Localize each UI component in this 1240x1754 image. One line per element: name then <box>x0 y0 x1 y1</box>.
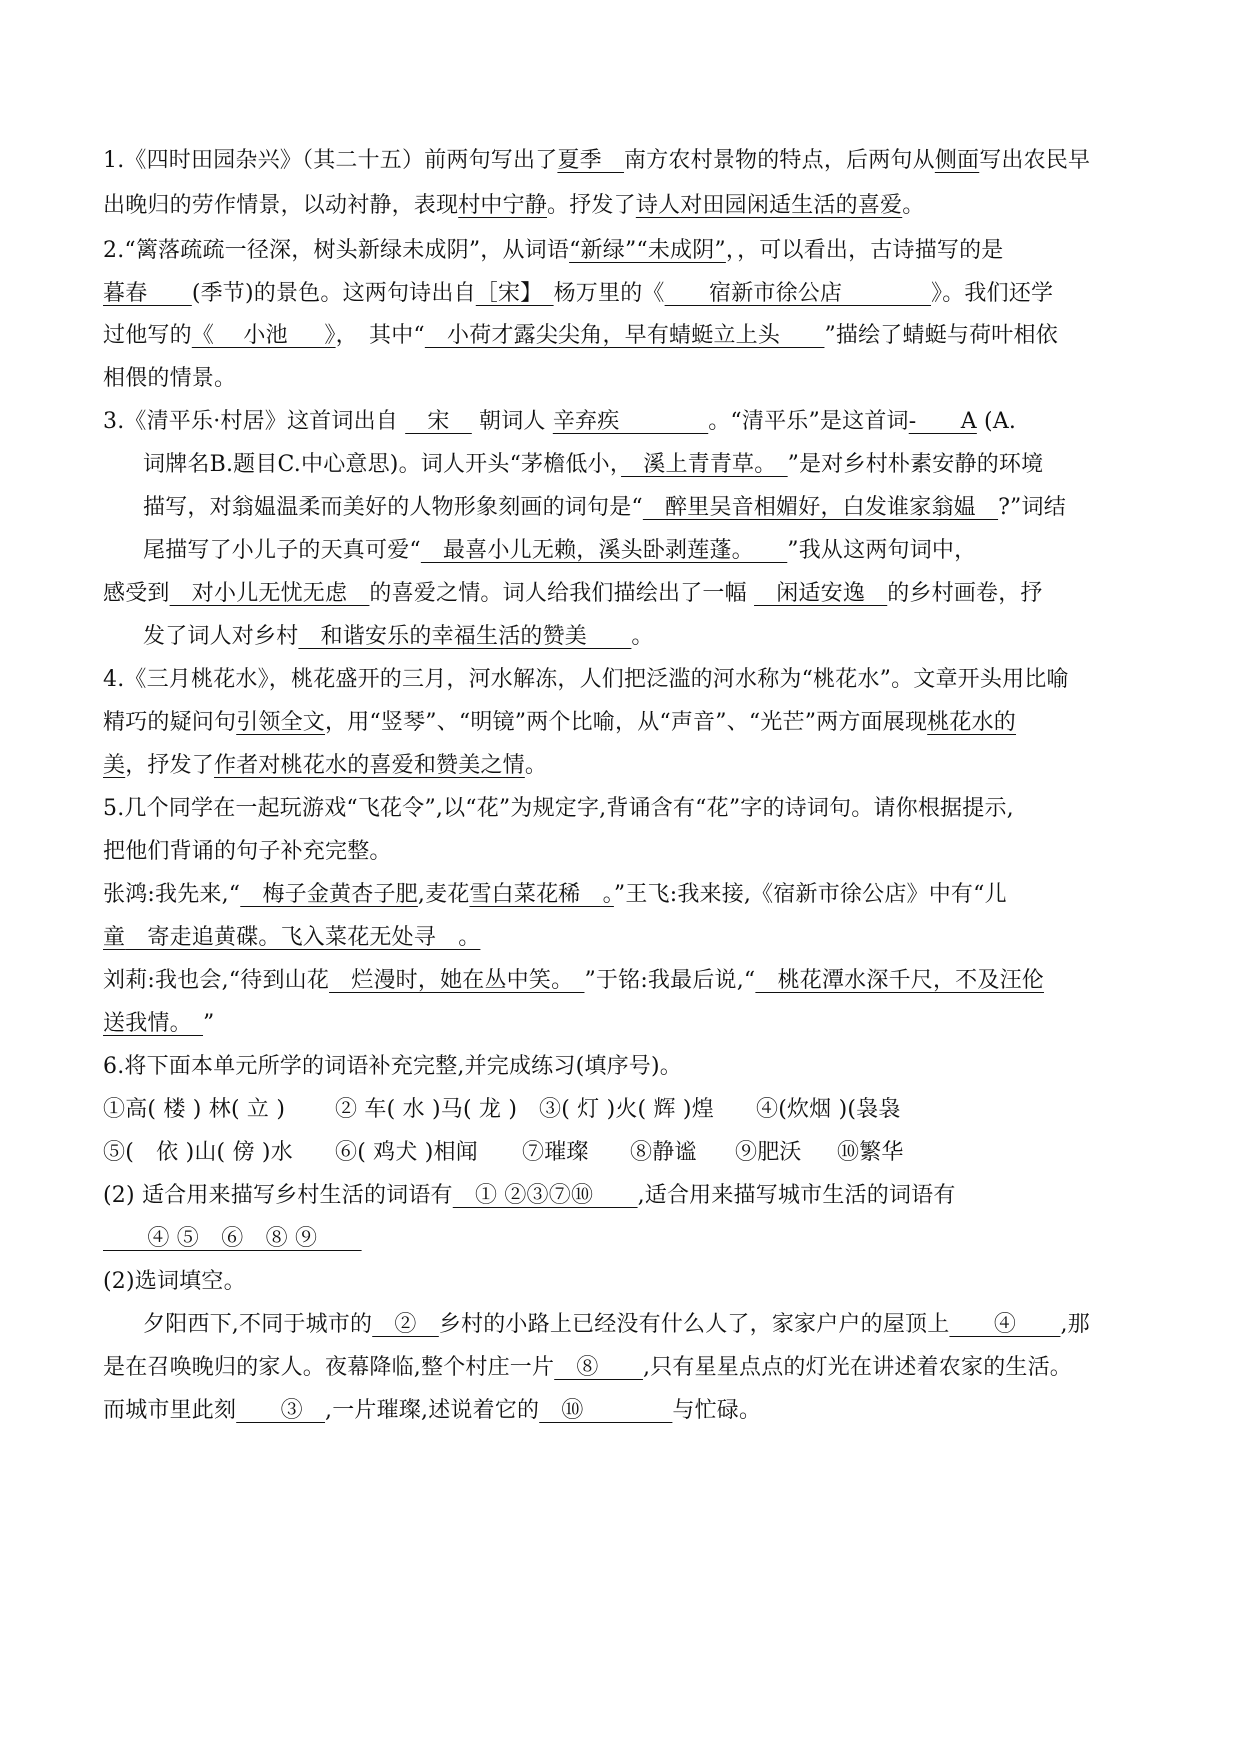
q6-fill-line-1 <box>143 1310 1090 1340</box>
answer-blank: 宋 <box>405 409 472 434</box>
q5-line-1 <box>103 794 1014 824</box>
answer-blank: 对小儿无忧无虑 <box>169 581 370 606</box>
answer-blank: 童 <box>103 925 126 950</box>
answer-blank: 宿新市徐公店 <box>664 281 932 306</box>
text: 写出农民早 <box>979 148 1091 173</box>
text: ,只有星星点点的灯光在讲述着农家的生活。 <box>643 1355 1073 1380</box>
text: 词牌名B.题目C.中心意思)。词人开头“茅檐低小， <box>143 452 622 477</box>
text: 3.《清平乐·村居》这首词出自 <box>103 409 398 434</box>
text: 把他们背诵的句子补充完整。 <box>103 839 392 864</box>
text: 南方农村景物的特点，后两句从 <box>624 148 935 173</box>
answer-blank: ① ②③⑦⑩ <box>452 1183 638 1208</box>
answer-blank: 梅子金黄杏子肥 <box>240 882 418 907</box>
answer-blank: 作者对桃花水的喜爱和赞美之情 <box>214 753 525 778</box>
text: 。 <box>902 193 925 218</box>
q3-line-1 <box>103 407 1016 437</box>
text: ”是对乡村朴素安静的环境 <box>787 452 1044 477</box>
word-item: ⑨肥沃 <box>735 1140 802 1165</box>
text: ，抒发了 <box>125 753 215 778</box>
word-item: ①高( 楼 ) 林( 立 ) <box>103 1097 286 1122</box>
text: ，用“竖琴”、“明镜”两个比喻，从“声音”、“光芒”两方面展现 <box>325 710 928 735</box>
answer-blank: ② <box>372 1312 439 1337</box>
text: 相偎的情景。 <box>103 366 237 391</box>
q1-line-2 <box>103 191 924 221</box>
q4-line-3 <box>103 751 547 781</box>
answer-blank: 最喜小儿无赖，溪头卧剥莲蓬。 <box>420 538 788 563</box>
q5-line-6 <box>103 1009 214 1039</box>
answer-blank: ⑧ <box>554 1355 644 1380</box>
answer-blank: ④ <box>949 1312 1061 1337</box>
text: (2)选词填空。 <box>103 1269 246 1294</box>
text: ”我从这两句词中， <box>787 538 977 563</box>
answer-blank: 辛弃疾 <box>552 409 709 434</box>
q3-line-3 <box>143 493 1066 523</box>
q5-line-5 <box>103 966 1044 996</box>
answer-blank: 雪白菜花稀 。 <box>469 882 614 907</box>
q5-line-2 <box>103 837 392 867</box>
word-item: ⑧静谧 <box>630 1140 697 1165</box>
text: 。抒发了 <box>547 193 636 218</box>
text: 的乡村画卷，抒 <box>887 581 1043 606</box>
answer-blank: ④ ⑤ ⑥ ⑧ ⑨ <box>103 1226 362 1251</box>
text: 出晚归的劳作情景，以动衬静，表现 <box>103 193 459 218</box>
answer-blank: 溪上青青草。 <box>621 452 788 477</box>
text: 夕阳西下,不同于城市的 <box>143 1312 373 1337</box>
word-item: ⑩繁华 <box>837 1140 904 1165</box>
text: 6.将下面本单元所学的词语补充完整,并完成练习(填序号)。 <box>103 1054 682 1079</box>
text: 是在召唤晚归的家人。夜幕降临,整个村庄一片 <box>103 1355 555 1380</box>
text: 。 <box>524 753 548 778</box>
q2-line-1 <box>103 236 1004 266</box>
text: 》。我们还学 <box>931 281 1054 306</box>
text: ?”词结 <box>998 495 1066 520</box>
q6-line-1 <box>103 1052 682 1082</box>
word-item: ③( 灯 )火( 辉 )煌 <box>539 1097 714 1122</box>
q6-fill-line-2 <box>103 1353 1072 1383</box>
text: 刘莉:我也会,“待到山花 <box>103 968 330 993</box>
answer-blank: 闲适安逸 <box>754 581 888 606</box>
answer-blank: ③ <box>236 1398 326 1423</box>
text: ,一片璀璨,述说着它的 <box>325 1398 540 1423</box>
text: 。 <box>631 624 654 649</box>
text: 发了词人对乡村 <box>143 624 299 649</box>
text: (2) 适合用来描写乡村生活的词语有 <box>103 1183 453 1208</box>
answer-blank: ［宋】 <box>475 281 554 306</box>
q5-line-4 <box>103 923 480 953</box>
text: 精巧的疑问句 <box>103 710 237 735</box>
answer-blank: 烂漫时，她在丛中笑。 <box>329 968 585 993</box>
q3-line-2 <box>143 450 1043 480</box>
q3-line-5 <box>103 579 1043 609</box>
word-item: ④(炊烟 )(袅袅 <box>756 1097 901 1122</box>
text: 张鸿:我先来,“ <box>103 882 241 907</box>
answer-blank: 送我情。 <box>103 1011 204 1036</box>
text: 。“清平乐”是这首词 <box>708 409 909 434</box>
text: 乡村的小路上已经没有什么人了，家家户户的屋顶上 <box>438 1312 950 1337</box>
answer-blank: 《 小池 》 <box>191 323 336 348</box>
text: (季节)的景色。这两句诗出自 <box>191 281 476 306</box>
text: 而城市里此刻 <box>103 1398 237 1423</box>
text: ”于铭:我最后说,“ <box>584 968 756 993</box>
q1-line-1 <box>103 146 1090 176</box>
text: 尾描写了小儿子的天真可爱“ <box>143 538 421 563</box>
answer-blank: ⑩ <box>539 1398 673 1423</box>
text: 4.《三月桃花水》，桃花盛开的三月，河水解冻，人们把泛滥的河水称为“桃花水”。文章开头用比喻 <box>103 667 1069 692</box>
text: ， 其中“ <box>335 323 425 348</box>
answer-blank: 桃花潭水深千尺，不及汪伦 <box>755 968 1044 993</box>
answer-blank: - A <box>908 409 977 434</box>
word-item: ② 车( 水 )马( 龙 ) <box>335 1097 518 1122</box>
text: ” <box>203 1011 215 1036</box>
answer-blank: 夏季 <box>557 148 625 173</box>
q2-line-4 <box>103 364 236 394</box>
answer-blank: 美 <box>103 753 126 778</box>
text: (A. <box>984 409 1017 434</box>
text: 过他写的 <box>103 323 192 348</box>
word-item: ⑤( 依 )山( 傍 )水 <box>103 1140 293 1165</box>
q4-line-1 <box>103 665 1069 695</box>
text: ,麦花 <box>417 882 470 907</box>
answer-blank: 醉里吴音相媚好，白发谁家翁媪 <box>642 495 999 520</box>
q4-line-2 <box>103 708 1016 738</box>
answer-blank: 村中宁静 <box>458 193 548 218</box>
word-item: ⑦璀璨 <box>522 1140 589 1165</box>
text: 描写，对翁媪温柔而美好的人物形象刻画的词句是“ <box>143 495 643 520</box>
answer-blank: 暮春 <box>103 281 192 306</box>
text: ，，可以看出，古诗描写的是 <box>725 238 1004 263</box>
answer-blank: “新绿”“未成阴” <box>569 238 726 263</box>
q6-part-1-line-2 <box>103 1224 362 1254</box>
text: 与忙碌。 <box>672 1398 762 1423</box>
text: ”王飞:我来接,《宿新市徐公店》中有“儿 <box>613 882 1007 907</box>
answer-blank: 桃花水的 <box>927 710 1017 735</box>
text: 感受到 <box>103 581 170 606</box>
text: ”描绘了蜻蜓与荷叶相依 <box>824 323 1058 348</box>
text: 5.几个同学在一起玩游戏“飞花令”,以“花”为规定字,背诵含有“花”字的诗词句。请你根据提示, <box>103 796 1014 821</box>
answer-blank: 引领全文 <box>236 710 326 735</box>
text: 2.“篱落疏疏一径深，树头新绿未成阴”，从词语 <box>103 238 570 263</box>
q3-line-4 <box>143 536 976 566</box>
text: 的喜爱之情。词人给我们描绘出了一幅 <box>369 581 747 606</box>
q6-part-2-heading <box>103 1267 246 1297</box>
answer-blank: 小荷才露尖尖角，早有蜻蜓立上头 <box>424 323 825 348</box>
q2-line-3 <box>103 321 1058 351</box>
text: 朝词人 <box>479 409 546 434</box>
answer-blank: 侧面 <box>934 148 980 173</box>
text: ,适合用来描写城市生活的词语有 <box>637 1183 956 1208</box>
text: 1.《四时田园杂兴》（其二十五）前两句写出了 <box>103 148 558 173</box>
q2-line-2 <box>103 279 1053 309</box>
word-item: ⑥( 鸡犬 )相闻 <box>335 1140 478 1165</box>
text: ,那 <box>1060 1312 1090 1337</box>
q5-line-3 <box>103 880 1007 910</box>
answer-blank: 寄走追黄碟。飞入菜花无处寻 。 <box>125 925 481 950</box>
q3-line-6 <box>143 622 654 652</box>
text: 杨万里的《 <box>553 281 665 306</box>
q6-part-1-line-1 <box>103 1181 956 1211</box>
answer-blank: 和谐安乐的幸福生活的赞美 <box>298 624 632 649</box>
q6-fill-line-3 <box>103 1396 761 1426</box>
answer-blank: 诗人对田园闲适生活的喜爱 <box>635 193 903 218</box>
